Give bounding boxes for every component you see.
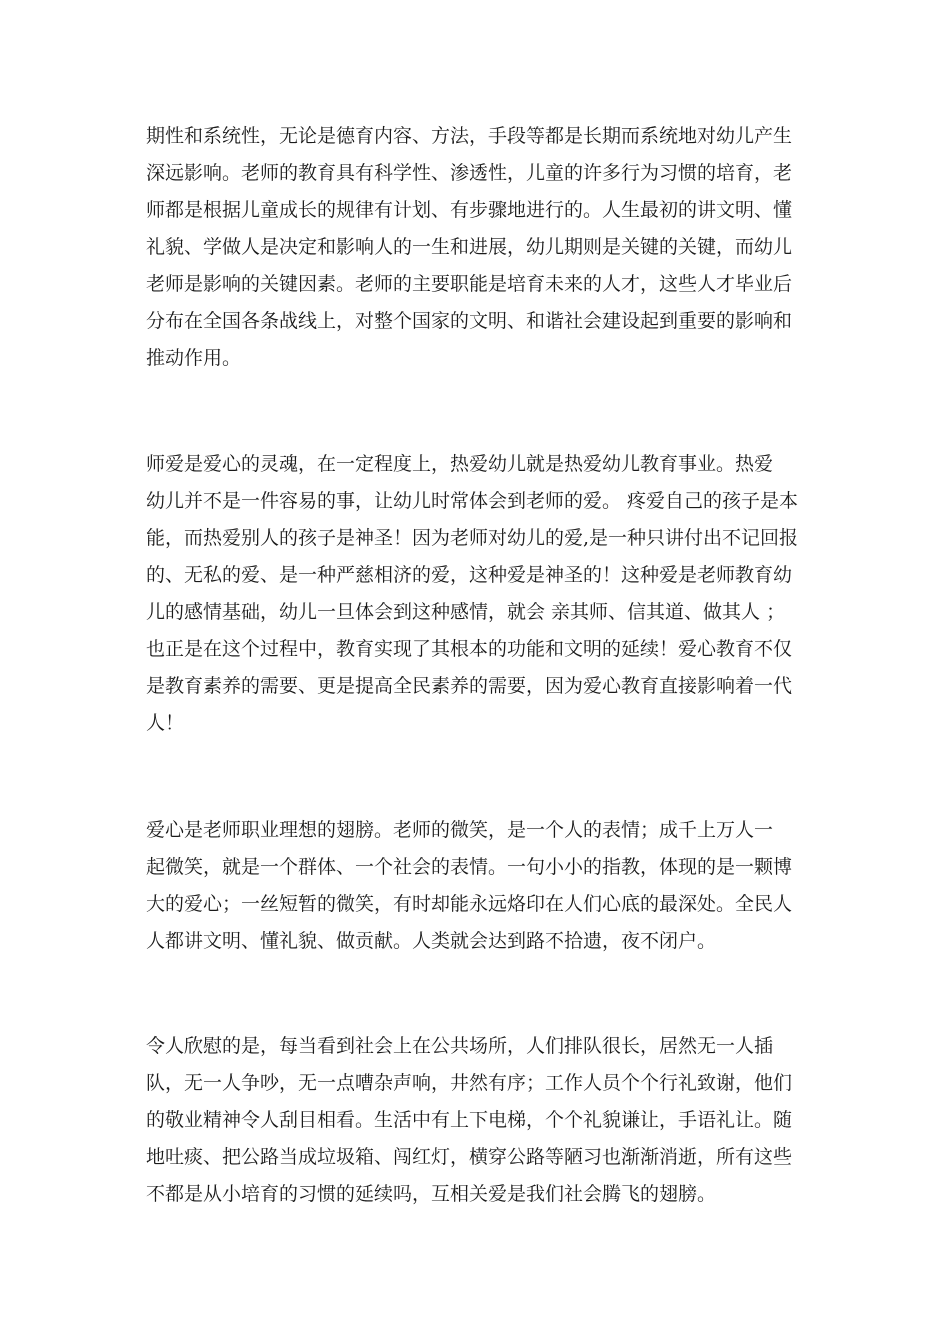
text-line: 师爱是爱心的灵魂，在一定程度上，热爱幼儿就是热爱幼儿教育事业。热爱: [146, 453, 774, 475]
text-line: 大的爱心；一丝短暂的微笑，有时却能永远烙印在人们心底的最深处。全民人: [146, 893, 793, 915]
text-line: 幼儿并不是一件容易的事，让幼儿时常体会到老师的爱。 疼爱自己的孩子是本: [146, 490, 799, 512]
text-line: 推动作用。: [146, 347, 242, 369]
text-line: 的敬业精神令人刮目相看。生活中有上下电梯，个个礼貌谦让，手语礼让。随: [146, 1109, 793, 1131]
text-line: 老师是影响的关键因素。老师的主要职能是培育未来的人才，这些人才毕业后: [146, 273, 793, 295]
text-line: 人！: [146, 712, 185, 734]
text-line: 起微笑，就是一个群体、一个社会的表情。一句小小的指教，体现的是一颗博: [146, 856, 793, 878]
text-line: 人都讲文明、懂礼貌、做贡献。人类就会达到路不拾遗，夜不闭户。: [146, 930, 717, 952]
text-line: 爱心是老师职业理想的翅膀。老师的微笑，是一个人的表情；成千上万人一: [146, 819, 774, 841]
text-line: 师都是根据儿童成长的规律有计划、有步骤地进行的。人生最初的讲文明、懂: [146, 199, 793, 221]
text-line: 分布在全国各条战线上，对整个国家的文明、和谐社会建设起到重要的影响和: [146, 310, 793, 332]
text-line: 不都是从小培育的习惯的延续吗，互相关爱是我们社会腾飞的翅膀。: [146, 1183, 717, 1205]
text-line: 队，无一人争吵，无一点嘈杂声响，井然有序；工作人员个个行礼致谢，他们: [146, 1072, 793, 1094]
text-line: 也正是在这个过程中，教育实现了其根本的功能和文明的延续！爱心教育不仅: [146, 638, 793, 660]
text-line: 深远影响。老师的教育具有科学性、渗透性，儿童的许多行为习惯的培育，老: [146, 162, 793, 184]
text-line: 是教育素养的需要、更是提高全民素养的需要，因为爱心教育直接影响着一代: [146, 675, 793, 697]
text-line: 的、无私的爱、是一种严慈相济的爱，这种爱是神圣的！这种爱是老师教育幼: [146, 564, 793, 586]
text-line: 地吐痰、把公路当成垃圾箱、闯红灯，横穿公路等陋习也渐渐消逝，所有这些: [146, 1146, 793, 1168]
text-line: 儿的感情基础，幼儿一旦体会到这种感情，就会 亲其师、信其道、做其人 ；: [146, 601, 786, 623]
text-line: 期性和系统性，无论是德育内容、方法，手段等都是长期而系统地对幼儿产生: [146, 125, 793, 147]
text-line: 令人欣慰的是，每当看到社会上在公共场所，人们排队很长，居然无一人插: [146, 1035, 774, 1057]
text-line: 能，而热爱别人的孩子是神圣！因为老师对幼儿的爱,是一种只讲付出不记回报: [146, 527, 799, 549]
text-line: 礼貌、学做人是决定和影响人的一生和进展，幼儿期则是关键的关键，而幼儿: [146, 236, 793, 258]
